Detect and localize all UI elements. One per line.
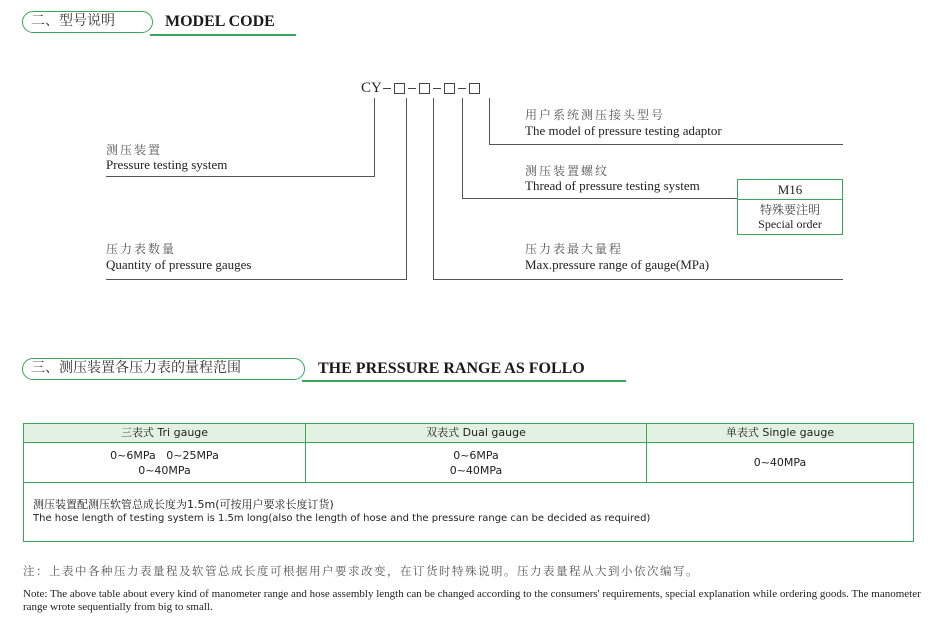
model-code-string <box>361 80 482 97</box>
thread-label-cn: 测压装置螺纹 <box>525 164 610 178</box>
footnote-cn: 注：上表中各种压力表量程及软管总成长度可根据用户要求改变，在订货时特殊说明。压力表量程从大到小依次编写。 <box>23 564 699 578</box>
leader-line-adaptor-v <box>489 98 490 145</box>
pressure-range-table <box>23 423 914 542</box>
special-order-cn: 特殊要注明 <box>759 203 820 217</box>
system-label-cn: 测压装置 <box>106 143 163 157</box>
footnote-en: Note: The above table about every kind of manometer range and hose assembly length can be changed according to the consumers' requirements, special explanation while ordering goods. The manometer range wrote sequentially from big to small. <box>23 588 921 613</box>
quantity-label-cn: 压力表数量 <box>106 242 177 256</box>
leader-line-system-h <box>106 176 375 177</box>
dual-range-line1: 0~6MPa <box>453 449 499 462</box>
range-label-cn: 压力表最大量程 <box>525 242 624 256</box>
dual-range-line2: 0~40MPa <box>449 464 503 477</box>
quantity-label-en: Quantity of pressure gauges <box>106 257 252 272</box>
section-number-pill <box>22 358 305 380</box>
table-cell-tri <box>24 444 305 486</box>
leader-line-range-v <box>433 98 434 280</box>
special-order-en: Special order <box>758 217 822 231</box>
table-header-tri: 三表式 Tri gauge <box>24 424 305 443</box>
range-label-en: Max.pressure range of gauge(MPa) <box>525 257 710 272</box>
leader-line-thread-v <box>462 98 463 199</box>
code-slot-box <box>444 83 455 94</box>
leader-line-range-h <box>433 279 843 280</box>
code-dash <box>408 88 416 89</box>
thread-spec-box <box>737 179 843 235</box>
leader-line-system-v <box>374 98 375 177</box>
hose-note-en: The hose length of testing system is 1.5m long(also the length of hose and the pressure range can be decided as required) <box>33 513 651 524</box>
code-dash <box>458 88 466 89</box>
table-cell-single: 0~40MPa <box>753 456 807 469</box>
thread-label-en: Thread of pressure testing system <box>525 178 700 193</box>
section-number-label: 二、型号说明 <box>31 13 115 29</box>
section-title: MODEL CODE <box>165 13 275 30</box>
code-dash <box>433 88 441 89</box>
section-number-label: 三、测压装置各压力表的量程范围 <box>31 360 241 376</box>
thread-value: M16 <box>738 180 842 200</box>
code-slot-box <box>469 83 480 94</box>
model-code-prefix: CY <box>361 80 382 96</box>
tri-range-line2: 0~40MPa <box>138 464 191 477</box>
adaptor-label-cn: 用户系统测压接头型号 <box>525 108 666 122</box>
adaptor-label-en: The model of pressure testing adaptor <box>525 123 722 138</box>
section-number-pill <box>22 11 153 33</box>
table-header-dual: 双表式 Dual gauge <box>306 424 646 443</box>
leader-line-quantity-v <box>406 98 407 280</box>
tri-range-line1: 0~6MPa 0~25MPa <box>110 449 219 462</box>
leader-line-thread-h <box>462 198 737 199</box>
section-underline <box>150 34 296 36</box>
leader-line-adaptor-h <box>489 144 843 145</box>
section-title: THE PRESSURE RANGE AS FOLLO <box>318 360 585 377</box>
code-slot-box <box>394 83 405 94</box>
system-label-en: Pressure testing system <box>106 157 228 172</box>
table-header-single: 单表式 Single gauge <box>647 424 913 443</box>
table-cell-dual <box>306 444 646 486</box>
hose-note-cn: 测压装置配测压软管总成长度为1.5m(可按用户要求长度订货) <box>33 498 334 511</box>
code-slot-box <box>419 83 430 94</box>
leader-line-quantity-h <box>106 279 407 280</box>
code-dash <box>383 88 391 89</box>
section-underline <box>302 380 626 382</box>
